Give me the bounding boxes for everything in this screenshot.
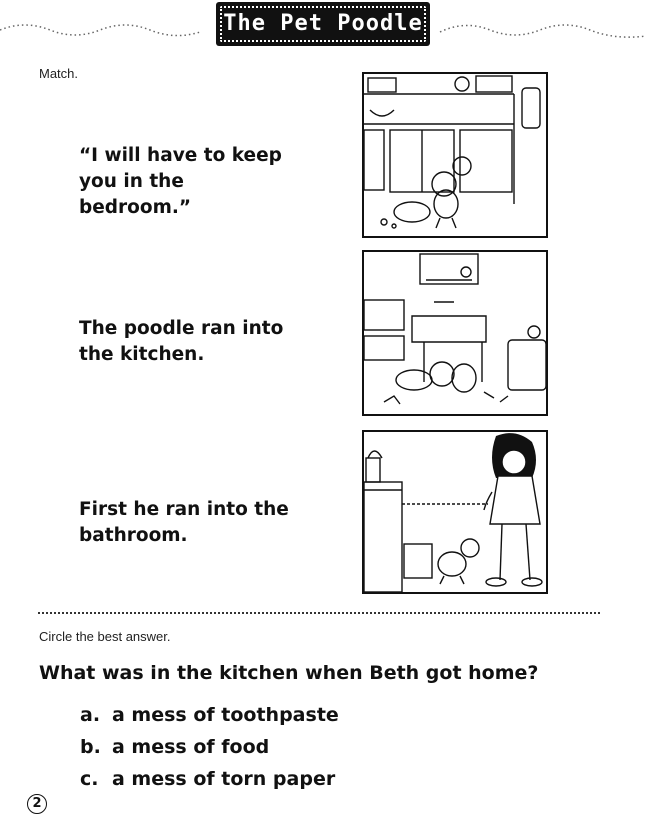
question-instruction: Circle the best answer. (39, 629, 171, 644)
answer-option-b[interactable] (80, 736, 269, 758)
option-letter: c. (80, 768, 99, 790)
match-sentence-1: “I will have to keep you in the bedroom.” (79, 145, 282, 218)
option-letter: b. (80, 736, 101, 758)
option-text: a mess of toothpaste (112, 704, 339, 726)
section-divider (38, 612, 600, 614)
page-title: The Pet Poodle (223, 11, 423, 36)
answer-option-a[interactable] (80, 704, 339, 726)
match-sentence-2: The poodle ran into the kitchen. (79, 318, 284, 365)
page-number: 2 (27, 794, 47, 814)
poodle-in-kitchen-picture (362, 72, 548, 238)
title-banner (216, 2, 430, 46)
girl-and-poodle-picture (362, 430, 548, 594)
option-text: a mess of torn paper (112, 768, 336, 790)
option-text: a mess of food (112, 736, 270, 758)
match-sentence-3: First he ran into the bathroom. (79, 499, 289, 546)
poodle-in-bathroom-picture (362, 250, 548, 416)
answer-option-c[interactable] (80, 768, 335, 790)
question-text: What was in the kitchen when Beth got home? (39, 662, 539, 684)
option-letter: a. (80, 704, 101, 726)
match-instruction: Match. (39, 66, 79, 81)
